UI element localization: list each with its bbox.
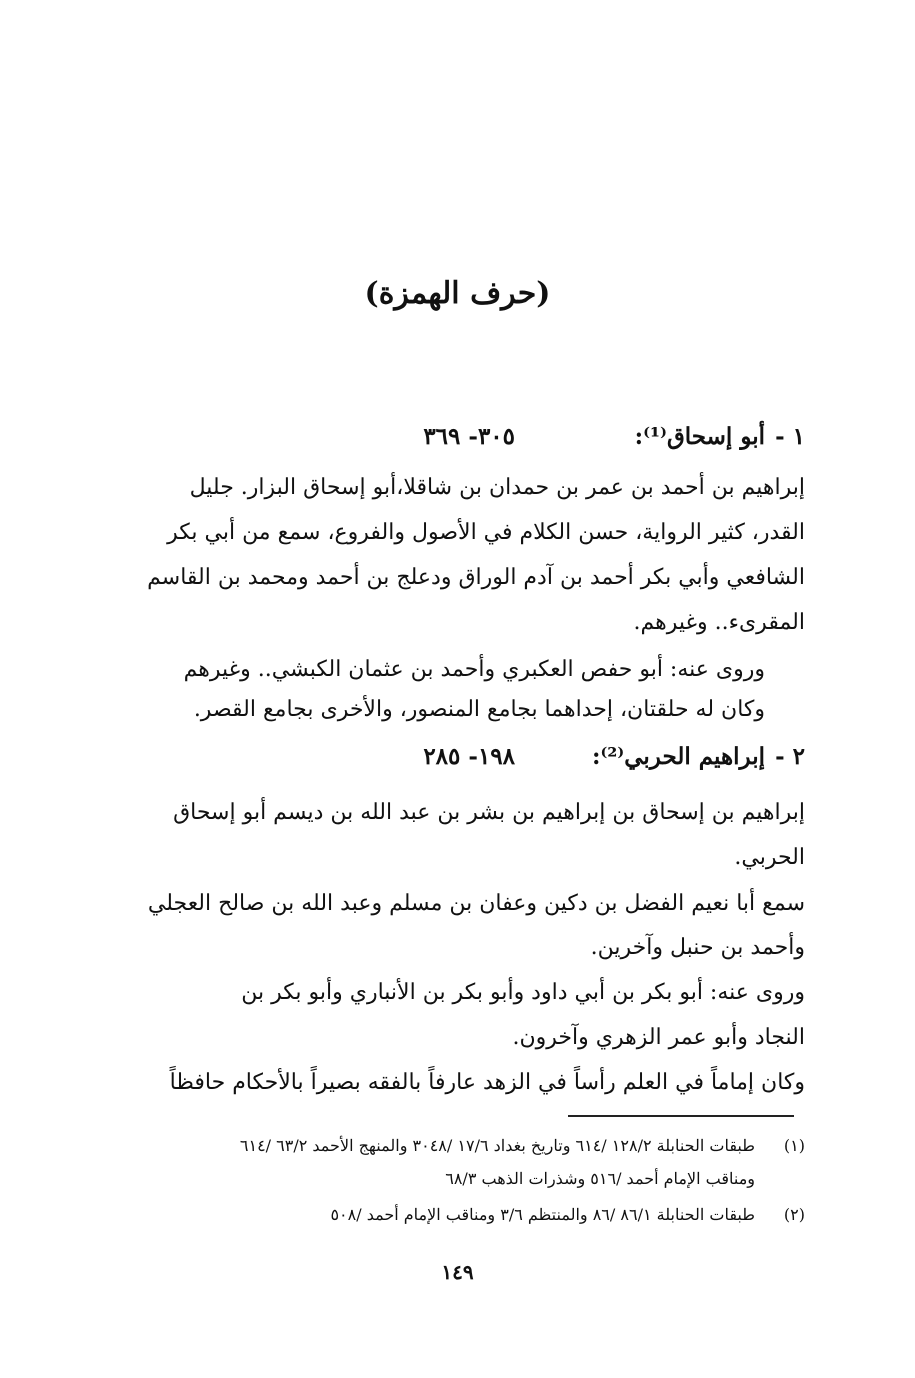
entry-1-line-1: إبراهيم بن أحمد بن عمر بن حمدان بن شاقلا،أبو إسحاق البزار. جليل <box>189 475 805 500</box>
entry-2-line-3: سمع أبا نعيم الفضل بن دكين وعفان بن مسلم وعبد الله بن صالح العجلي <box>147 891 805 916</box>
entry-1-name: أبو إسحاق⁽¹⁾: <box>634 423 765 450</box>
entry-1-number: ١ - <box>775 423 805 450</box>
entry-1-header <box>105 423 805 459</box>
entry-2-line-2: الحربي. <box>734 845 805 870</box>
entry-1-dates: ٣٠٥- ٣٦٩ <box>423 423 515 450</box>
footnote-2-text: طبقات الحنابلة ٨٦/١ /٨٦ والمنتظم ٣/٦ ومناقب الإمام أحمد /٥٠٨ <box>330 1205 755 1224</box>
page-number: ١٤٩ <box>441 1260 474 1284</box>
footnote-divider <box>568 1115 794 1117</box>
entry-1-line-6: وكان له حلقتان، إحداهما بجامع المنصور، والأخرى بجامع القصر. <box>193 697 765 722</box>
entry-2-line-5: وروى عنه: أبو بكر بن أبي داود وأبو بكر بن الأنباري وأبو بكر بن <box>241 980 805 1005</box>
entry-2-header <box>105 743 805 779</box>
entry-2-name: إبراهيم الحربي⁽²⁾: <box>591 743 765 770</box>
entry-1-line-4: المقرىء.. وغيرهم. <box>633 610 805 635</box>
entry-2-line-1: إبراهيم بن إسحاق بن إبراهيم بن بشر بن عبد الله بن ديسم أبو إسحاق <box>173 800 805 825</box>
section-heading: (حرف الهمزة) <box>364 276 551 311</box>
entry-1-line-5: وروى عنه: أبو حفص العكبري وأحمد بن عثمان الكبشي.. وغيرهم <box>183 657 765 682</box>
footnote-1-continuation: ومناقب الإمام أحمد /٥١٦ وشذرات الذهب ٦٨/٣ <box>445 1169 755 1188</box>
entry-1-line-3: الشافعي وأبي بكر أحمد بن آدم الوراق ودعلج بن أحمد ومحمد بن القاسم <box>147 565 805 590</box>
entry-2-number: ٢ - <box>775 743 805 770</box>
entry-2-line-6: النجاد وأبو عمر الزهري وآخرون. <box>512 1025 805 1050</box>
entry-2-line-7: وكان إماماً في العلم رأساً في الزهد عارفاً بالفقه بصيراً بالأحكام حافظاً <box>169 1070 805 1095</box>
entry-2-line-4: وأحمد بن حنبل وآخرين. <box>590 935 805 960</box>
entry-1-line-2: القدر، كثير الرواية، حسن الكلام في الأصول والفروع، سمع من أبي بكر <box>167 520 805 545</box>
footnote-1-mark: (١) <box>783 1136 805 1155</box>
footnote-2-mark: (٢) <box>783 1205 805 1224</box>
footnote-1-text: طبقات الحنابلة ١٢٨/٢ /٦١٤ وتاريخ بغداد ١٧/٦ /٣٠٤٨ والمنهج الأحمد ٦٣/٢ /٦١٤ <box>239 1136 755 1155</box>
entry-2-dates: ١٩٨- ٢٨٥ <box>423 743 515 770</box>
